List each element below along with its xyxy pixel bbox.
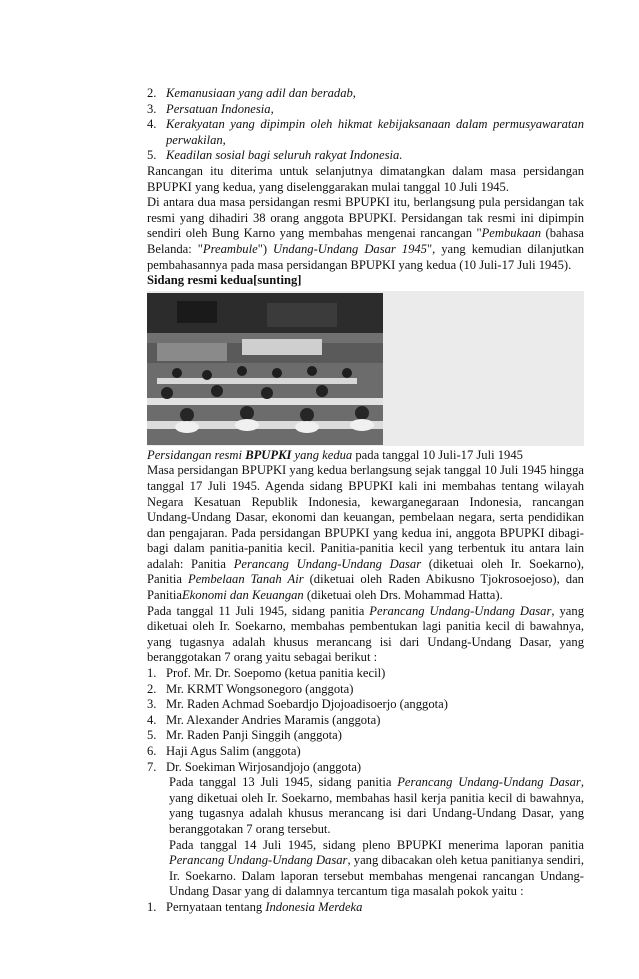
link-pembelaan-tanah-air[interactable]: Pembelaan Tanah Air: [188, 572, 304, 587]
list-number: 4.: [147, 117, 157, 132]
list-item: [147, 102, 584, 118]
text-run: (diketuai oleh Ir. Soekarno), Panitia: [147, 556, 584, 587]
text-run: Di antara dua masa persidangan resmi BPUPKI itu, berlangsung pula persidangan tak resmi yang dihadiri 38 orang anggota BPUPKI. Persidangan tak resmi ini dipimpin sendiri oleh Bung Karno yang membahas mengenai rancangan ": [147, 195, 584, 241]
list-text: Kemanusiaan yang adil dan beradab,: [166, 86, 356, 100]
caption-text: pada tanggal 10 Juli-17 Juli 1945: [352, 447, 523, 462]
list-item: [147, 697, 584, 713]
list-number: 5.: [147, 148, 157, 163]
list-text: Keadilan sosial bagi seluruh rakyat Indonesia.: [166, 148, 403, 163]
text-run: Pernyataan tentang: [166, 899, 266, 914]
link-ekonomi-keuangan[interactable]: Ekonomi dan Keuangan: [181, 588, 304, 603]
list-number: 3.: [147, 697, 157, 712]
link-pembukaan[interactable]: Pembukaan: [481, 226, 542, 241]
list-text: Mr. KRMT Wongsonegoro (anggota): [166, 681, 354, 696]
list-item: [147, 148, 584, 164]
list-text: Persatuan Indonesia,: [166, 101, 274, 116]
text-run: , yang dibacakan oleh ketua panitianya sendiri, Ir. Soekarno. Dalam laporan tersebut membahas mengenai rancangan Undang-Undang Dasar yang di dalamnya tercantum tiga masalah pokok yaitu :: [169, 853, 584, 899]
document-page: [147, 86, 584, 916]
text-run: (diketuai oleh Raden Abikusno Tjokrosoejoso), dan Panitia: [147, 572, 584, 603]
text-run: Pada tanggal 13 Juli 1945, sidang panitia: [169, 775, 398, 790]
list-number: 7.: [147, 759, 157, 774]
text-run: Pada tanggal 11 Juli 1945, sidang panitia: [147, 603, 370, 618]
list-text: Mr. Raden Panji Singgih (anggota): [166, 728, 342, 743]
list-text: Dr. Soekiman Wirjosandjojo (anggota): [166, 759, 362, 774]
text-run: (diketuai oleh Drs. Mohammad Hatta).: [303, 588, 503, 603]
text-run: (bahasa Belanda: ": [147, 226, 584, 256]
list-number: 2.: [147, 86, 157, 100]
list-number: 5.: [147, 728, 157, 743]
paragraph: [147, 838, 584, 900]
list-number: 1.: [147, 666, 157, 681]
text-run: , yang diketuai oleh Ir. Soekarno, membahas pembentukan lagi panitia kecil di bawahnya, yang tugasnya adalah khusus merancang isi dari Undang-Undang Dasar, yang beranggotakan 7 orang yaitu sebagai berikut :: [147, 603, 584, 665]
text-preambule: Preambule: [202, 241, 258, 256]
list-text: Haji Agus Salim (anggota): [166, 744, 301, 758]
photo-caption: [147, 448, 584, 464]
list-item: [147, 682, 584, 698]
list-number: 3.: [147, 101, 157, 116]
list-item: [147, 900, 584, 916]
paragraph: [147, 775, 584, 837]
list-text: Prof. Mr. Dr. Soepomo (ketua panitia kecil): [166, 666, 386, 681]
list-item: [147, 760, 584, 776]
text-run: Masa persidangan BPUPKI yang kedua berlangsung sejak tanggal 10 Juli 1945 hingga tanggal 17 Juli 1945. Agenda sidang BPUPKI kali ini membahas tentang wilayah Negara Kesatuan Republik Indonesia, kewarganegaraan Indonesia, rancangan Undang-Undang Dasar, ekonomi dan keuangan, pembelaan negara, serta pendidikan dan pengajaran. Pada persidangan BPUPKI yang kedua ini, anggota BPUPKI dibagi-bagi dalam panitia-panitia kecil. Panitia-panitia kecil yang terbentuk itu antara lain adalah: Panitia: [147, 463, 584, 571]
list-text: [166, 900, 584, 916]
list-item: [147, 86, 584, 102]
list-number: 6.: [147, 744, 157, 758]
list-text: Mr. Alexander Andries Maramis (anggota): [166, 712, 381, 727]
link-perancang-uud[interactable]: Perancang Undang-Undang Dasar: [233, 556, 422, 571]
session-photo: [147, 293, 383, 445]
section-heading: Sidang resmi kedua[sunting]: [147, 273, 302, 288]
link-indonesia-merdeka[interactable]: Indonesia Merdeka: [265, 899, 363, 914]
list-item: [147, 713, 584, 729]
caption-text: yang kedua: [291, 447, 353, 462]
list-item: [147, 117, 584, 148]
paragraph: [147, 195, 584, 273]
link-perancang-uud[interactable]: Perancang Undang-Undang Dasar: [369, 603, 552, 618]
photo-frame: [147, 291, 584, 446]
link-bpupki[interactable]: BPUPKI: [245, 447, 292, 462]
list-text: Mr. Raden Achmad Soebardjo Djojoadisoerjo (anggota): [166, 697, 448, 712]
link-perancang-uud[interactable]: Perancang Undang-Undang Dasar: [397, 775, 581, 790]
paragraph: [147, 604, 584, 666]
list-number: 2.: [147, 681, 157, 696]
link-uud-1945[interactable]: Undang-Undang Dasar 1945: [273, 241, 427, 256]
text-run: Pada tanggal 14 Juli 1945, sidang pleno BPUPKI menerima laporan panitia: [169, 837, 584, 852]
text-run: ", yang kemudian dilanjutkan pembahasannya pada masa persidangan BPUPKI yang kedua (10 Juli-17 Juli 1945).: [147, 241, 584, 272]
text-run: "): [257, 241, 273, 256]
link-perancang-uud[interactable]: Perancang Undang-Undang Dasar: [169, 853, 348, 868]
text-run: , yang diketuai oleh Ir. Soekarno, membahas hasil kerja panitia kecil di bawahnya, yang tugasnya adalah khusus merancang isi dari Undang-Undang Dasar, yang beranggotakan 7 orang tersebut.: [169, 775, 584, 836]
paragraph: Rancangan itu diterima untuk selanjutnya dimatangkan dalam masa persidangan BPUPKI yang kedua, yang diselenggarakan mulai tanggal 10 Juli 1945.: [147, 163, 584, 194]
paragraph: [147, 463, 584, 603]
list-number: 4.: [147, 712, 157, 727]
list-item: [147, 728, 584, 744]
caption-text: Persidangan resmi: [147, 447, 246, 462]
list-item: [147, 744, 584, 760]
list-item: [147, 666, 584, 682]
list-text: Kerakyatan yang dipimpin oleh hikmat kebijaksanaan dalam permusyawaratan perwakilan,: [166, 117, 584, 147]
list-number: 1.: [147, 899, 157, 914]
